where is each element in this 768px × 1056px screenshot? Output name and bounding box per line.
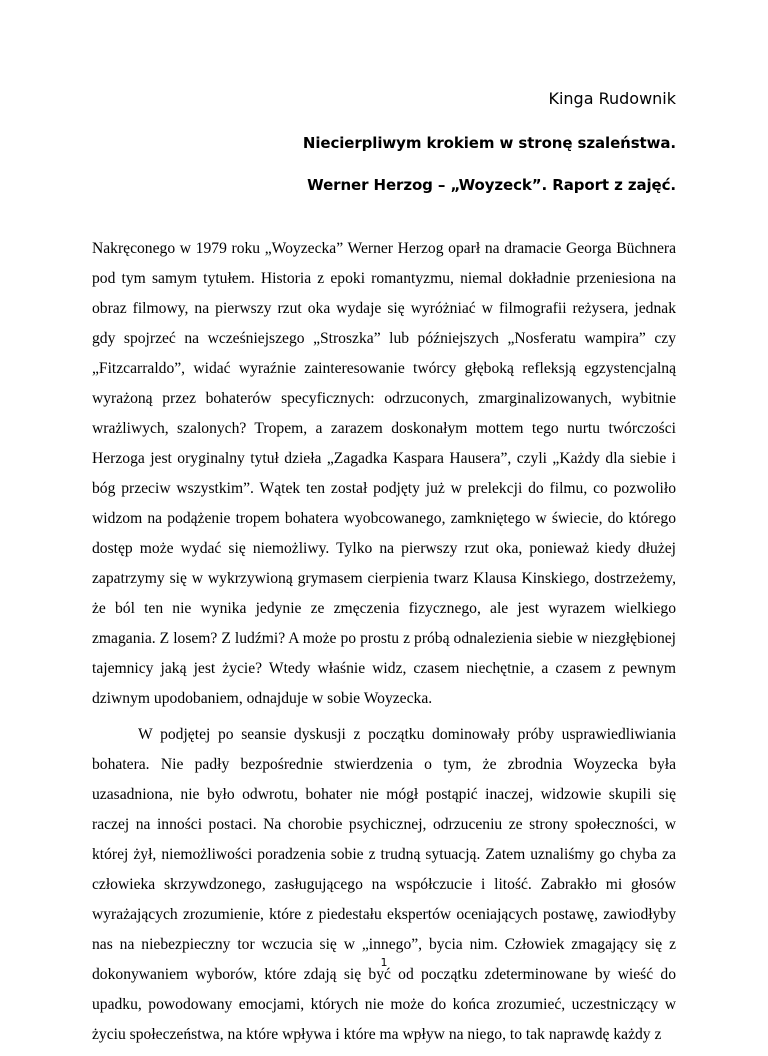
document-header	[303, 88, 676, 216]
paragraph-2: W podjętej po seansie dyskusji z początku dominowały próby usprawiedliwiania bohatera. Nie padły bezpośrednie stwierdzenia o tym, że zbrodnia Woyzecka była uzasadniona, nie było odwrotu, bohater nie mógł postąpić inaczej, widzowie skupili się raczej na inności postaci. Na chorobie psychicznej, odrzuceniu ze strony społeczności, w której żył, niemożliwości poradzenia sobie z trudną sytuacją. Zatem uznaliśmy go chyba za człowieka skrzywdzonego, zasługującego na współczucie i litość. Zabrakło mi głosów wyrażających zrozumienie, które z piedestału ekspertów oceniających postawę, zawiodłyby nas na niebezpieczny tor wczucia się w „innego”, bycia nim. Człowiek zmagający się z dokonywaniem wyborów, które zdają się być od początku zdeterminowane by wieść do upadku, powodowany emocjami, których nie może do końca zrozumieć, uczestniczący w życiu społeczeństwa, na które wpływa i które ma wpływ na niego, to tak naprawdę każdy z	[92, 726, 676, 1043]
document-body	[92, 234, 676, 1056]
author-name: Kinga Rudownik	[548, 89, 676, 108]
paragraph-1: Nakręconego w 1979 roku „Woyzecka” Werner Herzog oparł na dramacie Georga Büchnera pod tym samym tytułem. Historia z epoki romantyzmu, niemal dokładnie przeniesiona na obraz filmowy, na pierwszy rzut oka wydaje się wyróżniać w filmografii reżysera, jednak gdy spojrzeć na wcześniejszego „Stroszka” lub późniejszych „Nosferatu wampira” czy „Fitzcarraldo”, widać wyraźnie zainteresowanie twórcy głęboką refleksją egzystencjalną wyrażoną przez bohaterów specyficznych: odrzuconych, zmarginalizowanych, wybitnie wrażliwych, szalonych? Tropem, a zarazem doskonałym mottem tego nurtu twórczości Herzoga jest oryginalny tytuł dzieła „Zagadka Kaspara Hausera”, czyli „Każdy dla siebie i bóg przeciw wszystkim”. Wątek ten został podjęty już w prelekcji do filmu, co pozwoliło widzom na podążenie tropem bohatera wyobcowanego, zamkniętego w świecie, do którego dostęp może wydać się niemożliwy. Tylko na pierwszy rzut oka, ponieważ kiedy dłużej zapatrzymy się w wykrzywioną grymasem cierpienia twarz Klausa Kinskiego, dostrzeżemy, że ból ten nie wynika jedynie ze zmęczenia fizycznego, ale jest wyrazem wielkiego zmagania. Z losem? Z ludźmi? A może po prostu z próbą odnalezienia siebie w niezgłębionej tajemnicy jaką jest życie? Wtedy właśnie widz, czasem niechętnie, a czasem z pewnym dziwnym upodobaniem, odnajduje w sobie Woyzecka.	[92, 240, 676, 707]
document-title: Niecierpliwym krokiem w stronę szaleństwa.	[302, 134, 676, 152]
document-subtitle: Werner Herzog – „Woyzeck”. Raport z zajęć.	[307, 176, 676, 194]
page-number: 1	[380, 956, 388, 969]
